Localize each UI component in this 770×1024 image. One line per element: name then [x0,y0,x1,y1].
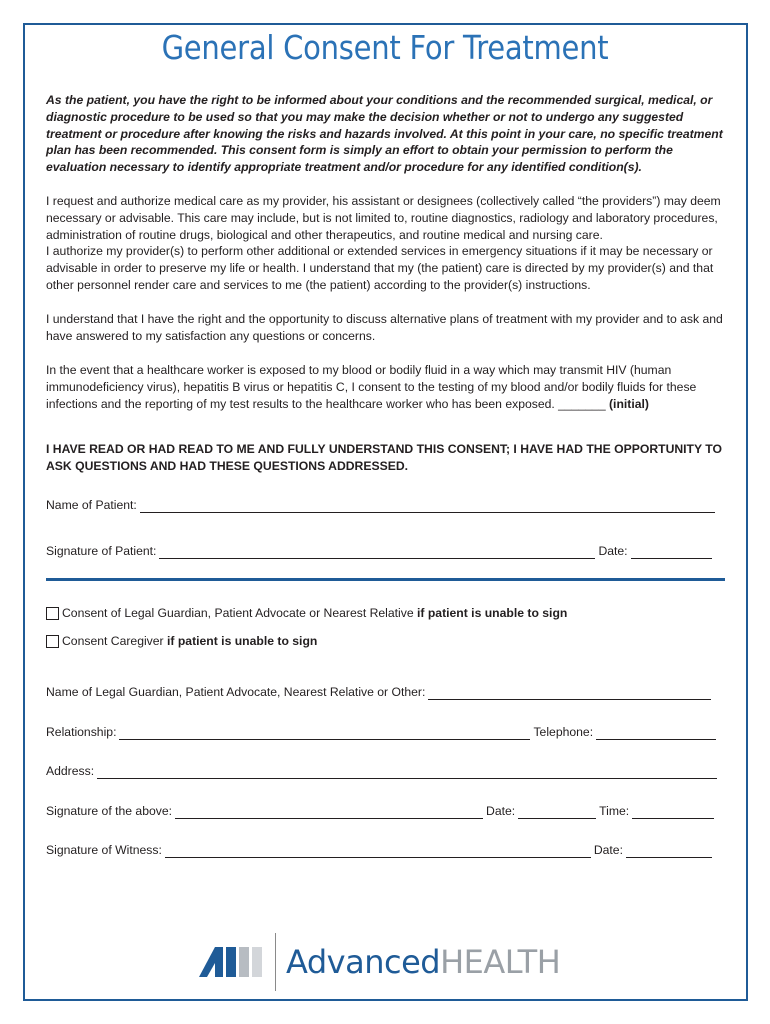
caregiver-consent-label: Consent Caregiver [62,634,164,648]
patient-name-row [46,497,718,513]
guardian-consent-checkbox[interactable] [46,607,59,620]
authorization-text-b: I authorize my provider(s) to perform other additional or extended services in emergency situations if it may be necessary or advisable in order to preserve my life or health. I understand that my (the patient) care is directed by my provider(s) and that other personnel render care and services to me (the patient) according to the provider(s) instructions. [46,244,714,292]
initial-label: (initial) [609,396,649,411]
patient-date-field[interactable] [631,546,712,559]
logo-word-health: HEALTH [440,943,561,981]
patient-signature-label: Signature of Patient: [46,544,157,558]
guardian-consent-condition: if patient is unable to sign [417,606,568,620]
guardian-name-row [46,684,714,700]
guardian-name-label: Name of Legal Guardian, Patient Advocate, Nearest Relative or Other: [46,685,426,699]
guardian-signature-field[interactable] [175,806,483,819]
witness-date-field[interactable] [626,845,712,858]
exposure-paragraph [46,362,726,412]
advanced-health-logo [199,932,560,992]
witness-signature-label: Signature of Witness: [46,843,162,857]
address-field[interactable] [97,766,717,779]
authorization-text-a: I request and authorize medical care as my provider, his assistant or designees (collectively called “the providers”) may deem necessary or advisable. This care may include, but is not limited to, routine diagnostics, radiology and laboratory procedures, administration of routine drugs, biological and other therapeutics, and routine medical and nursing care. [46,194,721,242]
relationship-field[interactable] [119,727,530,740]
relationship-row [46,724,719,740]
witness-signature-row [46,842,715,858]
patient-signature-row [46,543,715,559]
intro-paragraph: As the patient, you have the right to be informed about your conditions and the recommended surgical, medical, or diagnostic procedure to be used so that you may make the decision whether or not to undergo any suggested treatment or procedure after knowing the risks and hazards involved. At this point in your care, no specific treatment plan has been recommended. This consent form is simply an effort to obtain your permission to perform the evaluation necessary to identify appropriate treatment and/or procedure for any identified condition(s). [46,93,723,175]
guardian-date-label: Date: [486,804,516,818]
witness-date-label: Date: [593,843,623,857]
address-row [46,763,720,779]
caregiver-consent-checkbox[interactable] [46,635,59,648]
telephone-field[interactable] [596,727,716,740]
guardian-consent-option [46,605,567,621]
telephone-label: Telephone: [533,725,594,739]
guardian-consent-label: Consent of Legal Guardian, Patient Advocate or Nearest Relative [62,606,414,620]
logo-mark-icon [199,947,265,977]
caregiver-consent-option [46,633,317,649]
authorization-paragraph [46,193,726,294]
guardian-name-field[interactable] [428,687,711,700]
section-divider [46,578,725,581]
guardian-date-field[interactable] [518,806,596,819]
acknowledgement-statement: I HAVE READ OR HAD READ TO ME AND FULLY UNDERSTAND THIS CONSENT; I HAVE HAD THE OPPORTUNITY TO ASK QUESTIONS AND HAD THESE QUESTIONS ADDRESSED. [46,442,722,473]
exposure-text: In the event that a healthcare worker is exposed to my blood or bodily fluid in a way which may transmit HIV (human immunodeficiency virus), hepatitis B virus or hepatitis C, I consent to the testing of my blood and/or bodily fluids for these infections and the reporting of my test results to the healthcare worker who has been exposed. _______ [46,363,697,411]
caregiver-consent-condition: if patient is unable to sign [167,634,318,648]
logo-word-advanced: Advanced [286,943,441,981]
guardian-signature-row [46,803,717,819]
guardian-signature-label: Signature of the above: [46,804,173,818]
witness-signature-field[interactable] [165,845,591,858]
guardian-time-label: Time: [599,804,630,818]
page-title: General Consent For Treatment [161,28,609,67]
patient-name-field[interactable] [140,500,715,513]
logo-wordmark [286,942,560,982]
patient-signature-field[interactable] [159,546,595,559]
patient-name-label: Name of Patient: [46,498,137,512]
patient-date-label: Date: [598,544,628,558]
alternatives-paragraph: I understand that I have the right and the opportunity to discuss alternative plans of treatment with my provider and to ask and have answered to my satisfaction any questions or concerns. [46,312,723,343]
logo-separator [275,933,276,991]
address-label: Address: [46,764,95,778]
relationship-label: Relationship: [46,725,117,739]
guardian-time-field[interactable] [632,806,714,819]
